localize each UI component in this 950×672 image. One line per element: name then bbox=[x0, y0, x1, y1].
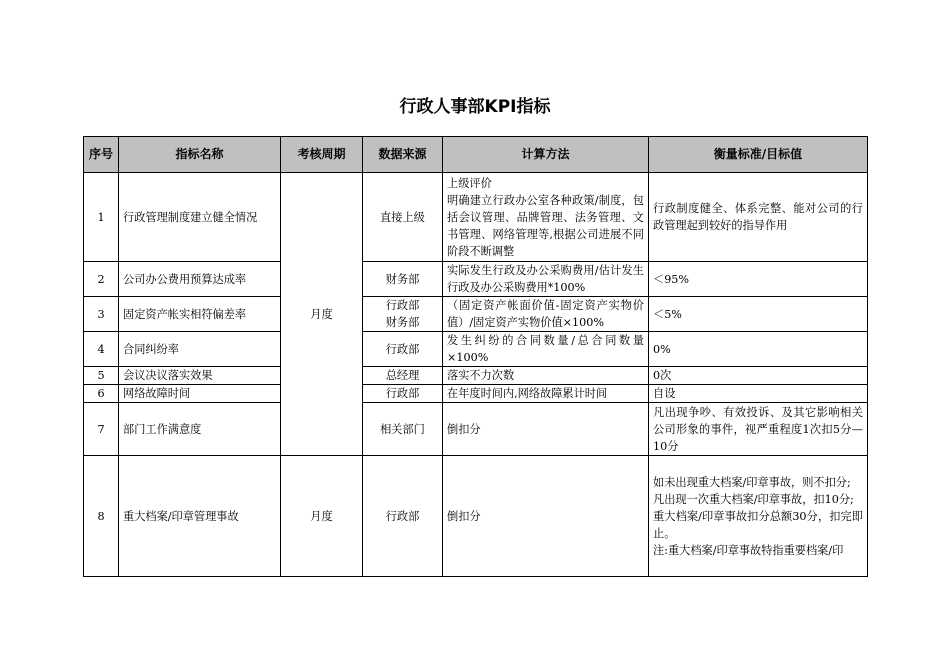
row-source: 直接上级 bbox=[363, 173, 443, 262]
table-row bbox=[84, 297, 868, 332]
header-method: 计算方法 bbox=[443, 137, 649, 173]
header-period: 考核周期 bbox=[281, 137, 363, 173]
target-line: 如未出现重大档案/印章事故，则不扣分; bbox=[653, 475, 851, 489]
row-target: 行政制度健全、体系完整、能对公司的行政管理起到较好的指导作用 bbox=[649, 173, 868, 262]
row-source: 相关部门 bbox=[363, 403, 443, 456]
row-no: 1 bbox=[84, 173, 119, 262]
row-source: 行政部 bbox=[363, 332, 443, 367]
target-line: 凡出现一次重大档案/印章事故，扣10分; bbox=[653, 492, 854, 506]
page-title: 行政人事部KPI指标 bbox=[399, 97, 551, 117]
table-header-row bbox=[84, 137, 868, 173]
method-line: 上级评价 bbox=[447, 176, 492, 190]
row-source: 行政部 bbox=[363, 456, 443, 577]
row-method: 落实不力次数 bbox=[443, 367, 649, 385]
row-name: 重大档案/印章管理事故 bbox=[119, 456, 281, 577]
row-target: 自设 bbox=[649, 385, 868, 403]
row-no: 7 bbox=[84, 403, 119, 456]
row-method: 发生纠纷的合同数量/总合同数量×100% bbox=[443, 332, 649, 367]
row-method: 在年度时间内,网络故障累计时间 bbox=[443, 385, 649, 403]
row-no: 2 bbox=[84, 262, 119, 297]
row-method: 实际发生行政及办公采购费用/估计发生行政及办公采购费用*100% bbox=[443, 262, 649, 297]
source-line: 财务部 bbox=[385, 316, 420, 329]
target-line: 注:重大档案/印章事故特指重要档案/印 bbox=[653, 543, 844, 557]
table-row bbox=[84, 456, 868, 577]
table-row bbox=[84, 367, 868, 385]
header-name: 指标名称 bbox=[119, 137, 281, 173]
row-target: ＜95% bbox=[649, 262, 868, 297]
kpi-table bbox=[83, 136, 868, 577]
table-row bbox=[84, 403, 868, 456]
header-target: 衡量标准/目标值 bbox=[649, 137, 868, 173]
row-method: （固定资产帐面价值-固定资产实物价值）/固定资产实物价值×100% bbox=[443, 297, 649, 332]
row-target: 0次 bbox=[649, 367, 868, 385]
row-method bbox=[443, 173, 649, 262]
row-name: 公司办公费用预算达成率 bbox=[119, 262, 281, 297]
method-line: 明确建立行政办公室各种政策/制度，包括会议管理、品牌管理、法务管理、文书管理、网络管理等,根据公司进展不同阶段不断调整 bbox=[447, 193, 644, 258]
table-row bbox=[84, 262, 868, 297]
row-no: 8 bbox=[84, 456, 119, 577]
row-name: 会议决议落实效果 bbox=[119, 367, 281, 385]
period-cell: 月度 bbox=[281, 173, 363, 456]
row-name: 合同纠纷率 bbox=[119, 332, 281, 367]
row-source: 财务部 bbox=[363, 262, 443, 297]
header-source: 数据来源 bbox=[363, 137, 443, 173]
table-row bbox=[84, 385, 868, 403]
row-source: 行政部 bbox=[363, 385, 443, 403]
row-target: ＜5% bbox=[649, 297, 868, 332]
row-name: 网络故障时间 bbox=[119, 385, 281, 403]
row-method: 倒扣分 bbox=[443, 456, 649, 577]
row-method: 倒扣分 bbox=[443, 403, 649, 456]
row-no: 3 bbox=[84, 297, 119, 332]
row-period: 月度 bbox=[281, 456, 363, 577]
row-source: 总经理 bbox=[363, 367, 443, 385]
table-row bbox=[84, 173, 868, 262]
row-name: 行政管理制度建立健全情况 bbox=[119, 173, 281, 262]
target-line: 重大档案/印章事故扣分总额30分，扣完即止。 bbox=[653, 509, 863, 540]
table-row bbox=[84, 332, 868, 367]
row-target: 凡出现争吵、有效投诉、及其它影响相关公司形象的事件，视严重程度1次扣5分—10分 bbox=[649, 403, 868, 456]
row-source bbox=[363, 297, 443, 332]
row-target: 0% bbox=[649, 332, 868, 367]
source-line: 行政部 bbox=[385, 299, 420, 312]
row-target bbox=[649, 456, 868, 577]
row-name: 固定资产帐实相符偏差率 bbox=[119, 297, 281, 332]
row-name: 部门工作满意度 bbox=[119, 403, 281, 456]
row-no: 5 bbox=[84, 367, 119, 385]
header-no: 序号 bbox=[84, 137, 119, 173]
row-no: 6 bbox=[84, 385, 119, 403]
row-no: 4 bbox=[84, 332, 119, 367]
